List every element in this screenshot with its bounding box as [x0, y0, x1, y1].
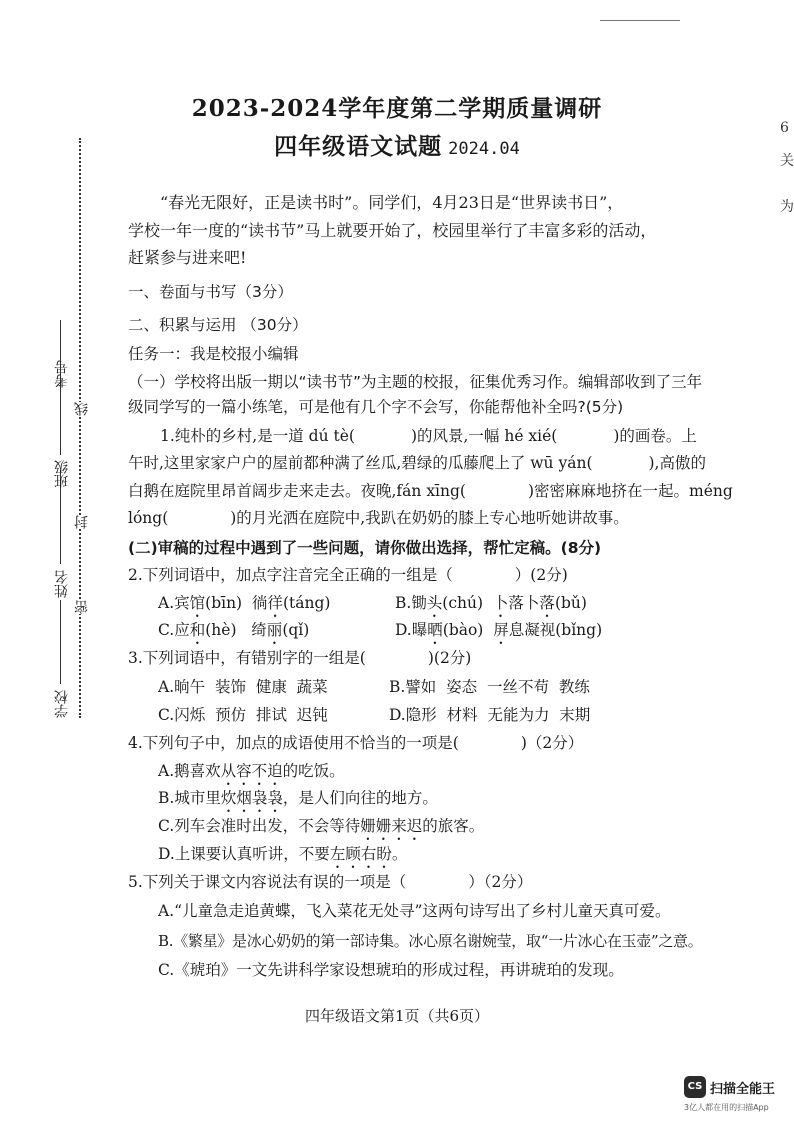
- q3-option-b[interactable]: B.譬如 姿态 一丝不苟 教练: [388, 678, 590, 696]
- q5-option-c[interactable]: C.《琥珀》一文先讲科学家设想琥珀的形成过程，再讲琥珀的发现。: [158, 961, 624, 979]
- exam-date: 2024.04: [448, 139, 520, 159]
- top-edge-mark: [600, 20, 680, 29]
- edge-char: 6: [780, 120, 789, 136]
- q5-stem: 5.下列关于课文内容说法有误的一项是（ ）（2分）: [128, 873, 533, 891]
- part2-intro: (二)审稿的过程中遇到了一些问题，请你做出选择，帮忙定稿。(8分): [128, 539, 602, 557]
- exam-title-line1: 2023-2024学年度第二学期质量调研: [191, 95, 603, 122]
- seal-char-feng: 封: [74, 515, 90, 529]
- q4-stem: 4.下列句子中，加点的成语使用不恰当的一项是( )（2分）: [128, 734, 584, 752]
- q4-option-c[interactable]: C.列车会准时出发，不会等待姗姗来迟的旅客。: [158, 817, 485, 835]
- q4-option-a[interactable]: A.鹅喜欢从容不迫的吃饭。: [158, 762, 345, 780]
- passage-line: lóng( )的月光洒在庭院中,我趴在奶奶的膝上专心地听她讲故事。: [128, 509, 629, 527]
- exam-no-blank: [60, 320, 61, 356]
- class-label: 班级: [54, 460, 70, 488]
- passage-line: 午时,这里家家户户的屋前都种满了丝瓜,碧绿的瓜藤爬上了 wū yán( ),高傲的: [128, 454, 706, 472]
- part1-intro: （一）学校将出版一期以“读书节”为主题的校报，征集优秀习作。编辑部收到了三年: [128, 373, 703, 391]
- school-blank: [60, 600, 61, 684]
- q2-option-d[interactable]: D.曝晒(bào) 屏息凝视(bǐng): [394, 621, 603, 639]
- q4-option-d[interactable]: D.上课要认真听讲，不要左顾右盼。: [158, 845, 408, 863]
- intro-line: “春光无限好，正是读书时”。同学们，4月23日是“世界读书日”，: [160, 193, 624, 212]
- watermark-sub: 3亿人都在用的扫描App: [684, 1103, 769, 1112]
- q4-option-b[interactable]: B.城市里炊烟袅袅，是人们向往的地方。: [158, 789, 438, 807]
- part1-intro: 级同学写的一篇小练笔，可是他有几个字不会写，你能帮他补全吗?(5分): [128, 398, 624, 416]
- section-1-heading: 一、卷面与书写（3分）: [128, 283, 293, 301]
- task-1-heading: 任务一：我是校报小编辑: [128, 345, 299, 363]
- exam-no-label: 考号: [54, 360, 70, 388]
- seal-char-xian: 线: [74, 402, 90, 416]
- edge-char: 关: [780, 153, 794, 169]
- q2-options-cd: [158, 619, 788, 648]
- q2-options-ab: [158, 592, 788, 621]
- seal-char-mi: 密: [74, 600, 90, 614]
- q3-option-d[interactable]: D.隐形 材料 无能为力 末期: [388, 706, 591, 724]
- q2-option-c[interactable]: C.应和(hè) 绮丽(qǐ): [158, 621, 310, 639]
- q3-stem: 3.下列词语中，有错别字的一组是( )(2分): [128, 649, 472, 667]
- q2-option-b[interactable]: B.锄头(chú) 卜落卜落(bǔ): [394, 594, 587, 612]
- q3-options-ab: [158, 676, 788, 698]
- exam-title: 四年级语文试题: [274, 133, 443, 160]
- q2-stem: 2.下列词语中，加点字注音完全正确的一组是（ ）(2分): [128, 566, 568, 584]
- name-label: 姓名: [54, 570, 70, 598]
- q2-option-a[interactable]: A.宾馆(bīn) 徜徉(táng): [158, 594, 331, 612]
- binding-margin: [48, 130, 108, 730]
- section-2-heading: 二、积累与运用 （30分）: [128, 316, 308, 334]
- q3-options-cd: [158, 704, 788, 726]
- watermark-name: 扫描全能王: [710, 1082, 776, 1097]
- intro-line: 赶紧参与进来吧!: [128, 248, 247, 267]
- edge-char: 为: [780, 199, 794, 215]
- binding-dotted-line: [79, 138, 81, 718]
- q5-option-a[interactable]: A.“儿童急走追黄蝶，飞入菜花无处寻”这两句诗写出了乡村儿童天真可爱。: [158, 902, 671, 920]
- q3-option-a[interactable]: A.晌午 装饰 健康 蔬菜: [158, 678, 328, 696]
- school-label: 学校: [54, 690, 70, 718]
- page-footer: 四年级语文第1页（共6页）: [304, 1007, 490, 1025]
- scanner-watermark: [684, 1076, 794, 1116]
- cs-logo-icon: CS: [684, 1076, 706, 1098]
- passage-line: 白鹅在庭院里昂首阔步走来走去。夜晚,fán xīng( )密密麻麻地挤在一起。méng: [128, 482, 733, 500]
- q5-option-b[interactable]: B.《繁星》是冰心奶奶的第一部诗集。冰心原名谢婉莹，取“一片冰心在玉壶”之意。: [158, 932, 703, 950]
- exam-title-line2: [0, 128, 794, 161]
- passage-line: 1.纯朴的乡村,是一道 dú tè( )的风景,一幅 hé xié( )的画卷。上: [160, 427, 697, 445]
- intro-line: 学校一年一度的“读书节”马上就要开始了，校园里举行了丰富多彩的活动，: [128, 221, 657, 240]
- q3-option-c[interactable]: C.闪烁 预仿 排试 迟钝: [158, 706, 328, 724]
